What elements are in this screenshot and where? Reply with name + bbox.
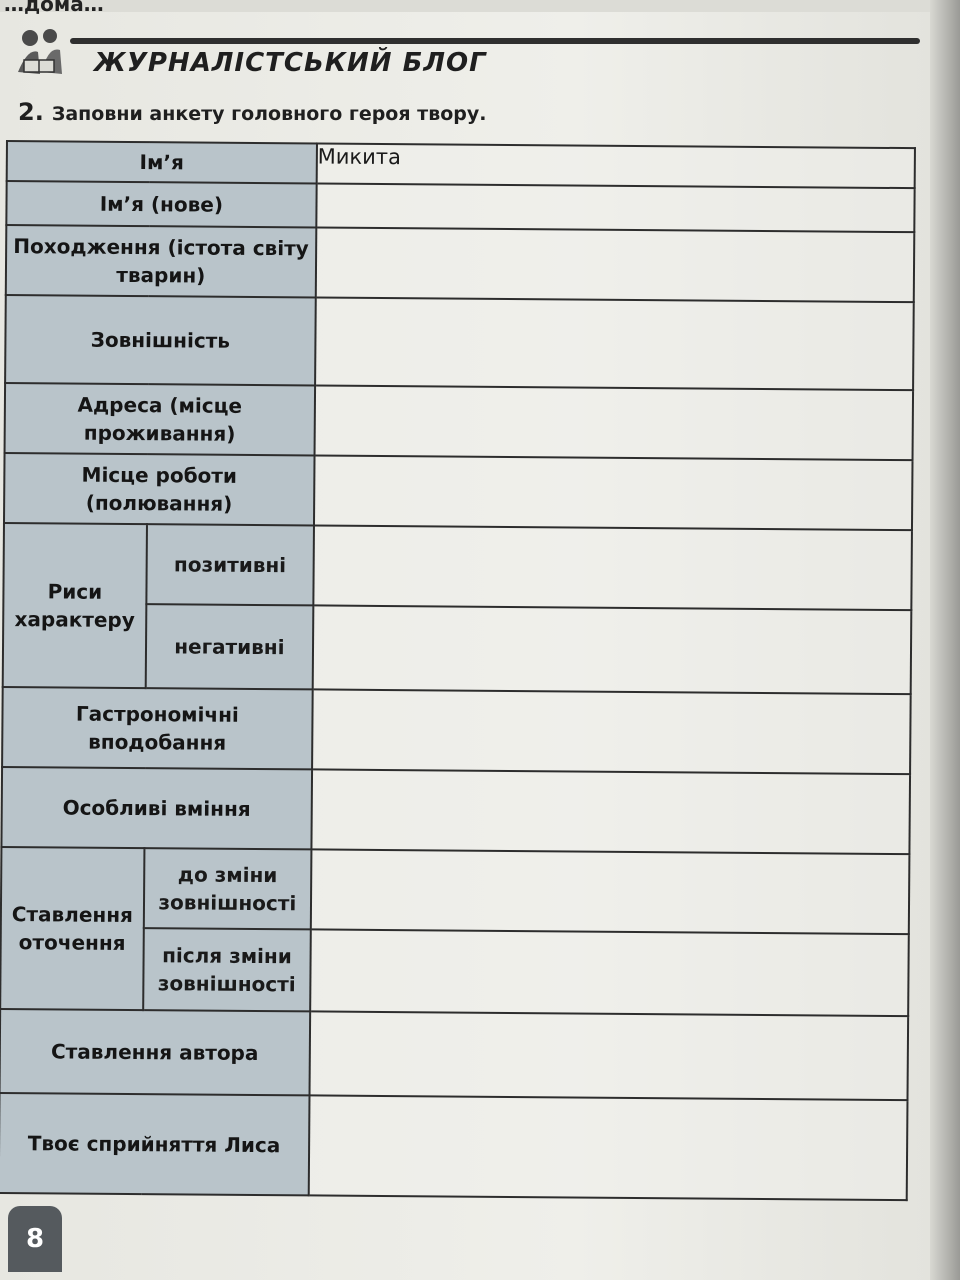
work-answer[interactable] [314, 455, 913, 530]
attitude-before-answer[interactable] [311, 849, 910, 934]
task-heading [18, 98, 486, 126]
table-row [6, 225, 915, 302]
table-row [5, 383, 914, 460]
work-label: Місце роботи (полювання) [4, 453, 314, 525]
table-row [4, 453, 913, 530]
perception-answer[interactable] [309, 1095, 908, 1200]
table-row [2, 687, 911, 774]
attitude-label: Ставлення оточення [0, 847, 144, 1010]
page-edge-shadow [930, 0, 960, 1280]
appearance-answer[interactable] [315, 297, 914, 390]
traits-positive-answer[interactable] [313, 525, 912, 610]
attitude-after-label: після зміни зовнішності [143, 928, 311, 1011]
food-label: Гастрономічні вподобання [2, 687, 312, 769]
address-label: Адреса (місце проживання) [5, 383, 315, 455]
traits-label: Риси характеру [3, 523, 147, 688]
traits-negative-label: негативні [146, 604, 314, 689]
perception-label: Твоє сприйняття Лиса [0, 1093, 309, 1195]
table-row [7, 141, 915, 188]
author-attitude-answer[interactable] [309, 1011, 908, 1100]
food-answer[interactable] [312, 689, 911, 774]
traits-positive-label: позитивні [146, 524, 314, 605]
skills-label: Особливі вміння [1, 767, 311, 849]
hero-questionnaire-table [0, 140, 916, 1201]
name-answer[interactable] [316, 143, 914, 188]
top-cut-text: …дома… [4, 0, 104, 16]
section-title: ЖУРНАЛІСТСЬКИЙ БЛОГ [94, 48, 487, 78]
author-attitude-label: Ставлення автора [0, 1009, 310, 1095]
task-number: 2. [18, 98, 44, 126]
top-cut-strip [0, 0, 960, 16]
new-name-answer[interactable] [316, 183, 915, 232]
attitude-before-label: до зміни зовнішності [144, 848, 312, 929]
page-number-tab: 8 [8, 1206, 62, 1272]
skills-answer[interactable] [311, 769, 910, 854]
task-text: Заповни анкету головного героя твору. [51, 103, 487, 125]
table-row [0, 1009, 908, 1100]
name-value: Микита [317, 144, 401, 170]
new-name-label: Ім’я (нове) [6, 181, 316, 227]
attitude-after-answer[interactable] [310, 929, 909, 1016]
table-row [6, 181, 914, 232]
table-row [0, 1093, 907, 1200]
address-answer[interactable] [314, 385, 913, 460]
table-row [3, 523, 912, 610]
origin-answer[interactable] [316, 227, 915, 302]
table-row [5, 295, 914, 390]
appearance-label: Зовнішність [5, 295, 315, 385]
origin-label: Походження (істота світу тварин) [6, 225, 316, 297]
name-label: Ім’я [7, 141, 317, 183]
table-row [1, 847, 910, 934]
header-rule [70, 38, 920, 44]
kids-reading-icon [8, 22, 70, 84]
traits-negative-answer[interactable] [313, 605, 912, 694]
table-row [1, 767, 910, 854]
